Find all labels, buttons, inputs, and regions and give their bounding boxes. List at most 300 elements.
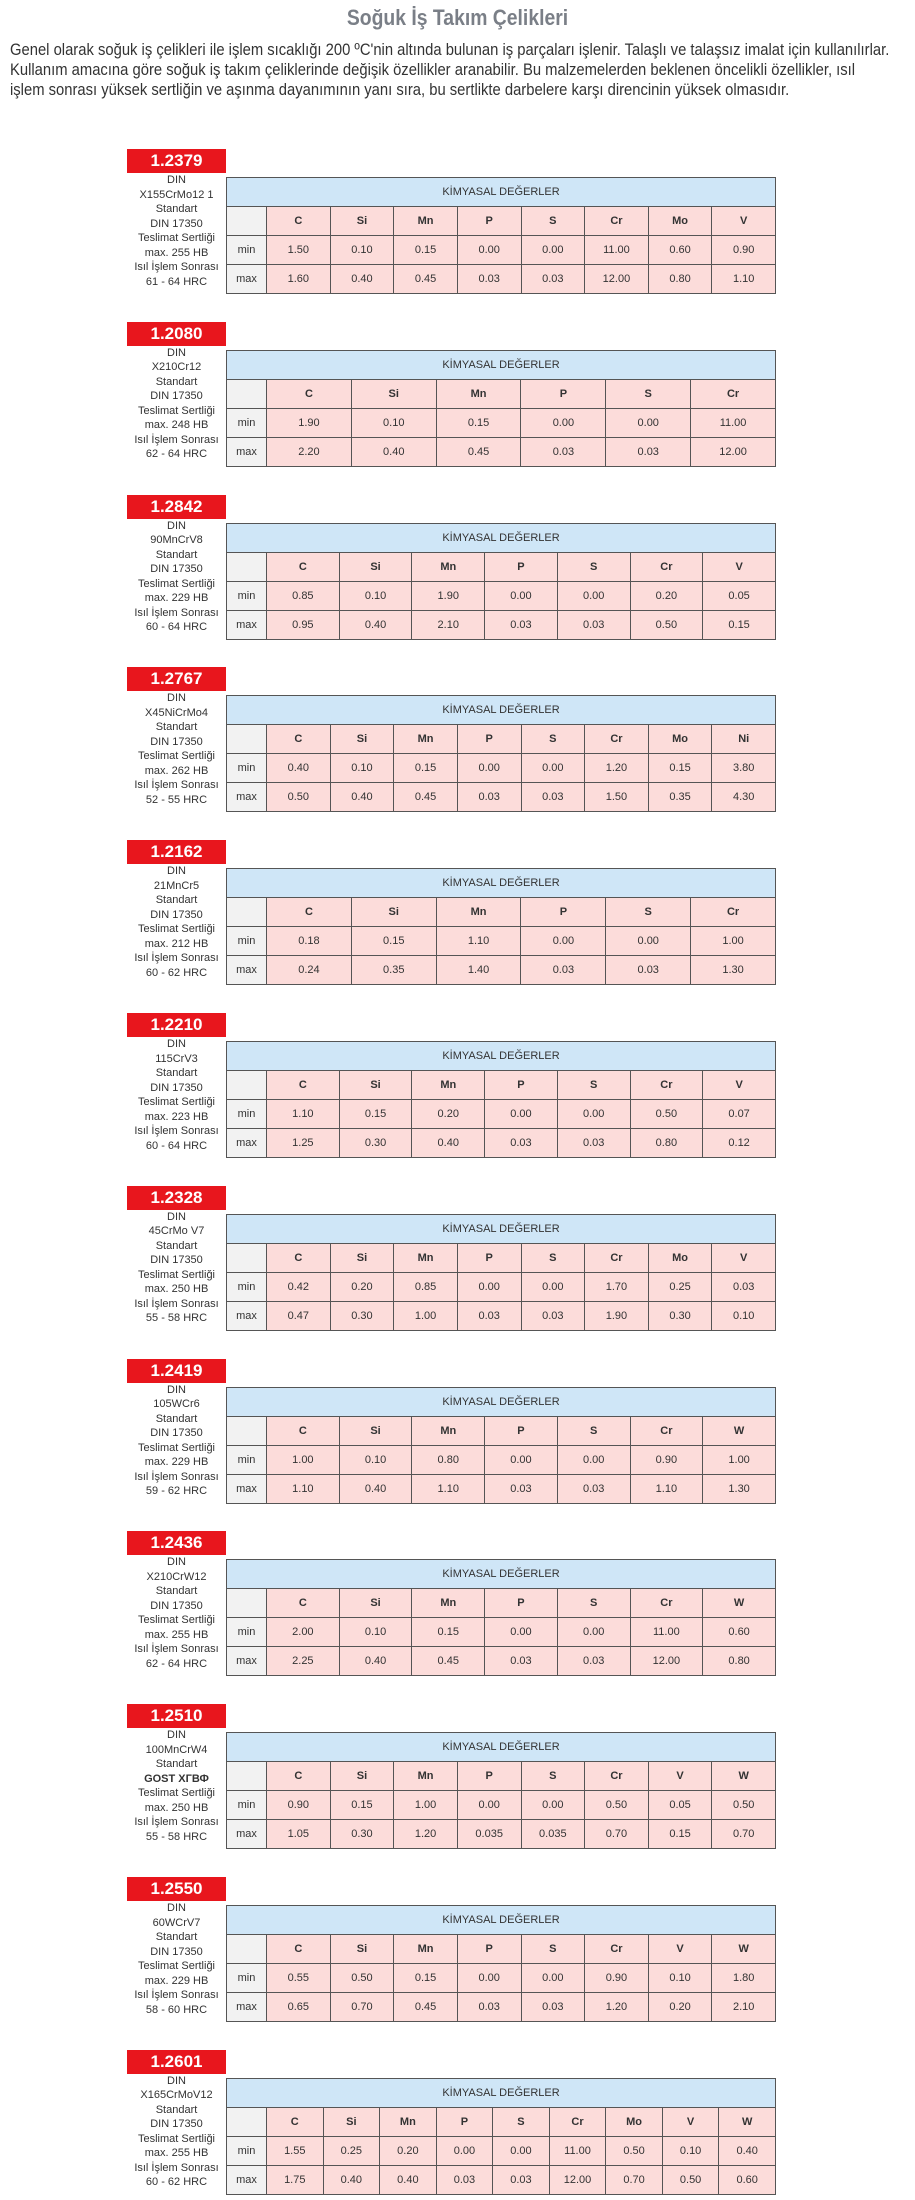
delivery-hardness-value: max. 250 HB xyxy=(144,1283,209,1296)
heat-treatment-label: Isıl İşlem Sonrası xyxy=(134,1125,219,1137)
element-symbol: C xyxy=(267,552,340,581)
element-symbol: Si xyxy=(351,898,436,927)
min-label: min xyxy=(227,1618,267,1647)
min-row xyxy=(227,1445,776,1474)
min-value: 0.10 xyxy=(330,754,394,783)
chemical-values-header: KİMYASAL DEĞERLER xyxy=(227,350,776,379)
din-label: DIN xyxy=(167,519,186,532)
table-header-row xyxy=(227,1733,776,1762)
max-row xyxy=(227,956,776,985)
chemical-values-header: KİMYASAL DEĞERLER xyxy=(227,178,776,207)
standard-label: Standart xyxy=(155,1067,198,1079)
heat-treatment-label: Isıl İşlem Sonrası xyxy=(134,1816,219,1829)
element-symbol: Cr xyxy=(585,207,649,236)
chemical-values-table xyxy=(226,1214,776,1331)
element-symbol: S xyxy=(493,2107,550,2136)
chemical-values-header: KİMYASAL DEĞERLER xyxy=(227,1214,776,1243)
min-value: 1.55 xyxy=(267,2136,324,2165)
delivery-hardness-label: Teslimat Sertliği xyxy=(137,1268,216,1281)
element-symbol: Mo xyxy=(606,2107,663,2136)
steel-block xyxy=(127,322,777,472)
steel-info xyxy=(127,2074,226,2190)
max-row xyxy=(227,265,776,294)
steel-grade-badge: 1.2162 xyxy=(127,840,226,864)
min-value: 11.00 xyxy=(549,2136,606,2165)
steel-grade-badge: 1.2436 xyxy=(127,1531,226,1555)
steel-info xyxy=(127,1901,226,2017)
max-value: 0.50 xyxy=(630,610,703,639)
heat-treatment-hardness-value: 61 - 64 HRC xyxy=(145,275,208,288)
max-row xyxy=(227,437,776,466)
delivery-hardness-value: max. 255 HB xyxy=(144,2147,209,2160)
max-value: 0.03 xyxy=(557,1474,630,1503)
max-value: 0.65 xyxy=(267,1993,331,2022)
steel-grade-badge: 1.2210 xyxy=(127,1013,226,1037)
din-designation: X45NiCrMo4 xyxy=(145,706,208,719)
min-label: min xyxy=(227,408,267,437)
min-row xyxy=(227,1100,776,1129)
element-row xyxy=(227,898,776,927)
element-symbol: P xyxy=(485,1589,558,1618)
steel-block xyxy=(127,495,777,645)
max-value: 0.30 xyxy=(339,1129,412,1158)
steel-info xyxy=(127,1728,226,1844)
element-symbol: Cr xyxy=(691,379,776,408)
intro-line: Genel olarak soğuk iş çelikleri ile işlem sıcaklığı 200 ºC'nin altında bulunan iş parçaları işlenir. Talaşlı ve talaşsız imalat için kullanılırlar. xyxy=(10,40,890,59)
max-label: max xyxy=(227,610,267,639)
steel-info xyxy=(127,1555,226,1671)
element-symbol: Cr xyxy=(549,2107,606,2136)
element-symbol: Ni xyxy=(712,725,776,754)
max-value: 0.03 xyxy=(606,437,691,466)
chemical-values-table xyxy=(226,1732,776,1849)
max-value: 0.60 xyxy=(719,2165,776,2194)
element-row-blank xyxy=(227,552,267,581)
max-value: 0.40 xyxy=(339,610,412,639)
max-value: 0.40 xyxy=(330,265,394,294)
element-symbol: Mn xyxy=(412,1071,485,1100)
heat-treatment-label: Isıl İşlem Sonrası xyxy=(134,2161,219,2174)
max-value: 4.30 xyxy=(712,783,776,812)
standard-value: DIN 17350 xyxy=(150,563,203,576)
din-designation: 105WCr6 xyxy=(153,1398,200,1411)
din-label: DIN xyxy=(167,1383,186,1396)
element-symbol: C xyxy=(267,1416,340,1445)
delivery-hardness-label: Teslimat Sertliği xyxy=(137,577,216,590)
standard-label: Standart xyxy=(155,548,198,561)
element-symbol: S xyxy=(557,1589,630,1618)
max-value: 0.03 xyxy=(493,2165,550,2194)
element-symbol: P xyxy=(457,725,521,754)
table-header-row xyxy=(227,1387,776,1416)
heat-treatment-label: Isıl İşlem Sonrası xyxy=(134,261,219,273)
max-label: max xyxy=(227,265,267,294)
delivery-hardness-label: Teslimat Sertliği xyxy=(137,1096,216,1108)
max-value: 1.20 xyxy=(394,1820,458,1849)
heat-treatment-hardness-value: 60 - 62 HRC xyxy=(145,2176,208,2189)
min-value: 0.00 xyxy=(521,1791,585,1820)
min-value: 0.85 xyxy=(394,1272,458,1301)
element-symbol: P xyxy=(521,379,606,408)
max-value: 2.10 xyxy=(712,1993,776,2022)
element-symbol: S xyxy=(521,1935,585,1964)
max-value: 0.03 xyxy=(521,1301,585,1330)
max-value: 0.40 xyxy=(339,1474,412,1503)
min-value: 0.07 xyxy=(703,1100,776,1129)
steel-grade-badge: 1.2419 xyxy=(127,1359,226,1383)
min-value: 0.15 xyxy=(339,1100,412,1129)
min-label: min xyxy=(227,236,267,265)
element-symbol: C xyxy=(267,1071,340,1100)
element-symbol: Cr xyxy=(585,1762,649,1791)
element-symbol: Mo xyxy=(648,1243,712,1272)
steel-block xyxy=(127,667,777,817)
min-value: 11.00 xyxy=(630,1618,703,1647)
heat-treatment-label: Isıl İşlem Sonrası xyxy=(134,779,219,792)
max-label: max xyxy=(227,956,267,985)
chemical-values-header: KİMYASAL DEĞERLER xyxy=(227,696,776,725)
din-designation: 21MnCr5 xyxy=(153,879,200,892)
max-row xyxy=(227,1647,776,1676)
min-value: 0.00 xyxy=(521,1964,585,1993)
intro-line: işlem sonrası yüksek sertliğin ve aşınma dayanımının yanı sıra, bu sertlikte darbelere karşı direncinin yüksek olmasıdır. xyxy=(10,80,790,99)
element-symbol: C xyxy=(267,725,331,754)
min-label: min xyxy=(227,1100,267,1129)
min-value: 0.20 xyxy=(412,1100,485,1129)
element-symbol: P xyxy=(485,1416,558,1445)
element-symbol: P xyxy=(521,898,606,927)
max-value: 0.03 xyxy=(521,1993,585,2022)
element-symbol: Si xyxy=(323,2107,380,2136)
element-symbol: V xyxy=(662,2107,719,2136)
min-value: 0.00 xyxy=(485,581,558,610)
min-value: 0.10 xyxy=(330,236,394,265)
steel-block xyxy=(127,1531,777,1681)
min-value: 0.90 xyxy=(630,1445,703,1474)
max-value: 0.03 xyxy=(485,1647,558,1676)
delivery-hardness-value: max. 229 HB xyxy=(144,1974,209,1987)
min-value: 0.00 xyxy=(521,1272,585,1301)
min-value: 0.00 xyxy=(521,408,606,437)
element-symbol: Mn xyxy=(394,1935,458,1964)
chemical-values-table xyxy=(226,868,776,985)
din-label: DIN xyxy=(167,692,186,705)
element-symbol: Cr xyxy=(630,1071,703,1100)
max-value: 0.24 xyxy=(267,956,352,985)
max-value: 0.45 xyxy=(436,437,521,466)
table-header-row xyxy=(227,1560,776,1589)
min-value: 0.15 xyxy=(394,1964,458,1993)
element-symbol: Mo xyxy=(648,725,712,754)
min-value: 0.00 xyxy=(485,1445,558,1474)
steel-info xyxy=(127,864,226,980)
heat-treatment-label: Isıl İşlem Sonrası xyxy=(134,1643,219,1656)
steel-block xyxy=(127,840,777,990)
max-row xyxy=(227,1993,776,2022)
min-value: 0.10 xyxy=(339,1445,412,1474)
steel-grade-badge: 1.2379 xyxy=(127,149,226,173)
table-header-row xyxy=(227,1214,776,1243)
max-label: max xyxy=(227,783,267,812)
standard-label: Standart xyxy=(155,2103,198,2116)
min-label: min xyxy=(227,927,267,956)
max-value: 0.03 xyxy=(485,1129,558,1158)
max-value: 0.03 xyxy=(557,1647,630,1676)
max-value: 12.00 xyxy=(691,437,776,466)
min-row xyxy=(227,2136,776,2165)
element-row-blank xyxy=(227,1416,267,1445)
max-row xyxy=(227,610,776,639)
chemical-values-header: KİMYASAL DEĞERLER xyxy=(227,1560,776,1589)
element-symbol: C xyxy=(267,1935,331,1964)
chemical-values-table xyxy=(226,695,776,812)
min-value: 1.70 xyxy=(585,1272,649,1301)
max-value: 1.25 xyxy=(267,1129,340,1158)
max-value: 0.80 xyxy=(648,265,712,294)
steel-grade-badge: 1.2328 xyxy=(127,1186,226,1210)
min-value: 0.00 xyxy=(521,927,606,956)
max-value: 0.03 xyxy=(606,956,691,985)
standard-label: Standart xyxy=(155,1585,198,1598)
min-value: 0.00 xyxy=(457,1272,521,1301)
max-row xyxy=(227,2165,776,2194)
min-value: 1.90 xyxy=(267,408,352,437)
chemical-values-table xyxy=(226,350,776,467)
max-value: 0.30 xyxy=(330,1301,394,1330)
steel-info xyxy=(127,1383,226,1499)
min-value: 0.00 xyxy=(521,236,585,265)
min-value: 0.05 xyxy=(703,581,776,610)
delivery-hardness-label: Teslimat Sertliği xyxy=(137,1960,216,1972)
element-symbol: S xyxy=(557,552,630,581)
element-row-blank xyxy=(227,1935,267,1964)
max-value: 0.80 xyxy=(630,1129,703,1158)
min-value: 1.20 xyxy=(585,754,649,783)
min-row xyxy=(227,1272,776,1301)
max-value: 1.10 xyxy=(412,1474,485,1503)
standard-label: Standart xyxy=(155,894,198,907)
min-value: 2.00 xyxy=(267,1618,340,1647)
element-symbol: C xyxy=(267,898,352,927)
max-value: 0.45 xyxy=(394,1993,458,2022)
min-value: 0.90 xyxy=(267,1791,331,1820)
min-value: 0.00 xyxy=(557,1100,630,1129)
steel-grade-badge: 1.2080 xyxy=(127,322,226,346)
element-symbol: Si xyxy=(339,552,412,581)
element-symbol: Si xyxy=(339,1416,412,1445)
max-row xyxy=(227,1820,776,1849)
min-value: 0.15 xyxy=(648,754,712,783)
element-row-blank xyxy=(227,898,267,927)
max-value: 0.70 xyxy=(585,1820,649,1849)
din-designation: 115CrV3 xyxy=(155,1052,198,1065)
min-row xyxy=(227,1618,776,1647)
min-label: min xyxy=(227,1272,267,1301)
element-symbol: Mo xyxy=(648,207,712,236)
element-symbol: C xyxy=(267,2107,324,2136)
max-row xyxy=(227,1129,776,1158)
element-symbol: P xyxy=(457,1762,521,1791)
standard-value: DIN 17350 xyxy=(150,1945,203,1958)
min-value: 0.10 xyxy=(351,408,436,437)
min-row xyxy=(227,408,776,437)
table-header-row xyxy=(227,869,776,898)
standard-value: DIN 17350 xyxy=(150,2118,203,2131)
din-designation: X155CrMo12 1 xyxy=(139,188,214,201)
table-header-row xyxy=(227,1042,776,1071)
element-symbol: S xyxy=(606,898,691,927)
max-value: 12.00 xyxy=(549,2165,606,2194)
heat-treatment-hardness-value: 58 - 60 HRC xyxy=(145,2003,208,2016)
min-row xyxy=(227,754,776,783)
min-value: 0.40 xyxy=(267,754,331,783)
din-label: DIN xyxy=(167,865,186,878)
steel-info xyxy=(127,519,226,635)
max-value: 0.03 xyxy=(557,1129,630,1158)
din-designation: 45CrMo V7 xyxy=(148,1225,205,1238)
max-value: 0.035 xyxy=(457,1820,521,1849)
steel-block xyxy=(127,149,777,299)
heat-treatment-hardness-value: 62 - 64 HRC xyxy=(145,448,208,461)
max-value: 1.60 xyxy=(267,265,331,294)
max-row xyxy=(227,1474,776,1503)
element-symbol: W xyxy=(712,1762,776,1791)
element-symbol: S xyxy=(557,1416,630,1445)
min-row xyxy=(227,1791,776,1820)
chemical-values-header: KİMYASAL DEĞERLER xyxy=(227,1387,776,1416)
min-value: 1.00 xyxy=(394,1791,458,1820)
max-value: 0.03 xyxy=(521,437,606,466)
table-header-row xyxy=(227,178,776,207)
standard-label: Standart xyxy=(155,203,198,215)
min-value: 0.00 xyxy=(521,754,585,783)
max-label: max xyxy=(227,1647,267,1676)
steel-grade-badge: 1.2842 xyxy=(127,495,226,519)
table-header-row xyxy=(227,2078,776,2107)
din-designation: 100MnCrW4 xyxy=(145,1743,208,1756)
max-value: 0.40 xyxy=(351,437,436,466)
element-row xyxy=(227,1071,776,1100)
steel-block xyxy=(127,1359,777,1509)
chemical-values-header: KİMYASAL DEĞERLER xyxy=(227,1906,776,1935)
min-value: 0.50 xyxy=(606,2136,663,2165)
element-row xyxy=(227,1762,776,1791)
element-symbol: Mn xyxy=(412,552,485,581)
heat-treatment-hardness-value: 60 - 62 HRC xyxy=(145,966,208,979)
element-symbol: P xyxy=(485,1071,558,1100)
standard-value: GOST XГВФ xyxy=(144,1772,209,1785)
element-symbol: S xyxy=(521,1762,585,1791)
min-value: 0.42 xyxy=(267,1272,331,1301)
standard-value: DIN 17350 xyxy=(150,217,203,230)
intro-paragraph xyxy=(10,40,890,100)
max-value: 0.45 xyxy=(412,1647,485,1676)
min-value: 11.00 xyxy=(691,408,776,437)
element-row xyxy=(227,1416,776,1445)
min-value: 0.10 xyxy=(662,2136,719,2165)
delivery-hardness-label: Teslimat Sertliği xyxy=(137,404,216,417)
min-row xyxy=(227,927,776,956)
max-label: max xyxy=(227,1129,267,1158)
element-symbol: P xyxy=(457,1243,521,1272)
element-symbol: C xyxy=(267,1589,340,1618)
min-value: 0.50 xyxy=(330,1964,394,1993)
delivery-hardness-label: Teslimat Sertliği xyxy=(137,923,216,936)
min-value: 1.00 xyxy=(691,927,776,956)
element-row-blank xyxy=(227,379,267,408)
heat-treatment-hardness-value: 55 - 58 HRC xyxy=(145,1312,208,1325)
steel-info xyxy=(127,346,226,462)
element-symbol: Cr xyxy=(585,1935,649,1964)
max-row xyxy=(227,1301,776,1330)
standard-value: DIN 17350 xyxy=(150,908,203,921)
standard-value: DIN 17350 xyxy=(150,1254,203,1267)
element-symbol: P xyxy=(457,207,521,236)
steel-info xyxy=(127,173,226,289)
heat-treatment-label: Isıl İşlem Sonrası xyxy=(134,1470,219,1483)
element-symbol: Si xyxy=(330,725,394,754)
standard-label: Standart xyxy=(155,1758,198,1771)
element-symbol: Si xyxy=(351,379,436,408)
steel-block xyxy=(127,1877,777,2027)
heat-treatment-hardness-value: 59 - 62 HRC xyxy=(145,1485,208,1498)
chemical-values-table xyxy=(226,1041,776,1158)
min-value: 0.60 xyxy=(648,236,712,265)
steel-grade-badge: 1.2601 xyxy=(127,2050,226,2074)
max-value: 0.03 xyxy=(436,2165,493,2194)
min-value: 0.00 xyxy=(457,1791,521,1820)
standard-label: Standart xyxy=(155,375,198,388)
min-value: 0.00 xyxy=(485,1100,558,1129)
min-value: 0.20 xyxy=(330,1272,394,1301)
min-value: 0.00 xyxy=(457,236,521,265)
heat-treatment-hardness-value: 60 - 64 HRC xyxy=(145,1139,208,1152)
din-label: DIN xyxy=(167,346,186,359)
max-label: max xyxy=(227,1474,267,1503)
steel-info xyxy=(127,1037,226,1153)
max-value: 0.40 xyxy=(330,783,394,812)
min-value: 0.10 xyxy=(648,1964,712,1993)
element-symbol: S xyxy=(606,379,691,408)
din-label: DIN xyxy=(167,1038,186,1050)
min-value: 0.00 xyxy=(436,2136,493,2165)
heat-treatment-hardness-value: 52 - 55 HRC xyxy=(145,793,208,806)
element-row xyxy=(227,725,776,754)
min-value: 0.80 xyxy=(412,1445,485,1474)
max-value: 0.035 xyxy=(521,1820,585,1849)
max-value: 0.45 xyxy=(394,783,458,812)
max-value: 0.15 xyxy=(648,1820,712,1849)
standard-value: DIN 17350 xyxy=(150,735,203,748)
min-value: 0.10 xyxy=(339,581,412,610)
delivery-hardness-value: max. 255 HB xyxy=(144,1628,209,1641)
max-value: 0.03 xyxy=(521,265,585,294)
din-label: DIN xyxy=(167,174,186,186)
min-value: 0.00 xyxy=(485,1618,558,1647)
element-row xyxy=(227,1589,776,1618)
delivery-hardness-label: Teslimat Sertliği xyxy=(137,232,216,244)
max-value: 0.03 xyxy=(485,1474,558,1503)
standard-label: Standart xyxy=(155,1412,198,1425)
steel-grade-badge: 1.2550 xyxy=(127,1877,226,1901)
table-header-row xyxy=(227,350,776,379)
max-value: 0.40 xyxy=(323,2165,380,2194)
min-row xyxy=(227,1964,776,1993)
steel-block xyxy=(127,1186,777,1336)
din-label: DIN xyxy=(167,1210,186,1223)
max-label: max xyxy=(227,1301,267,1330)
standard-label: Standart xyxy=(155,1239,198,1252)
